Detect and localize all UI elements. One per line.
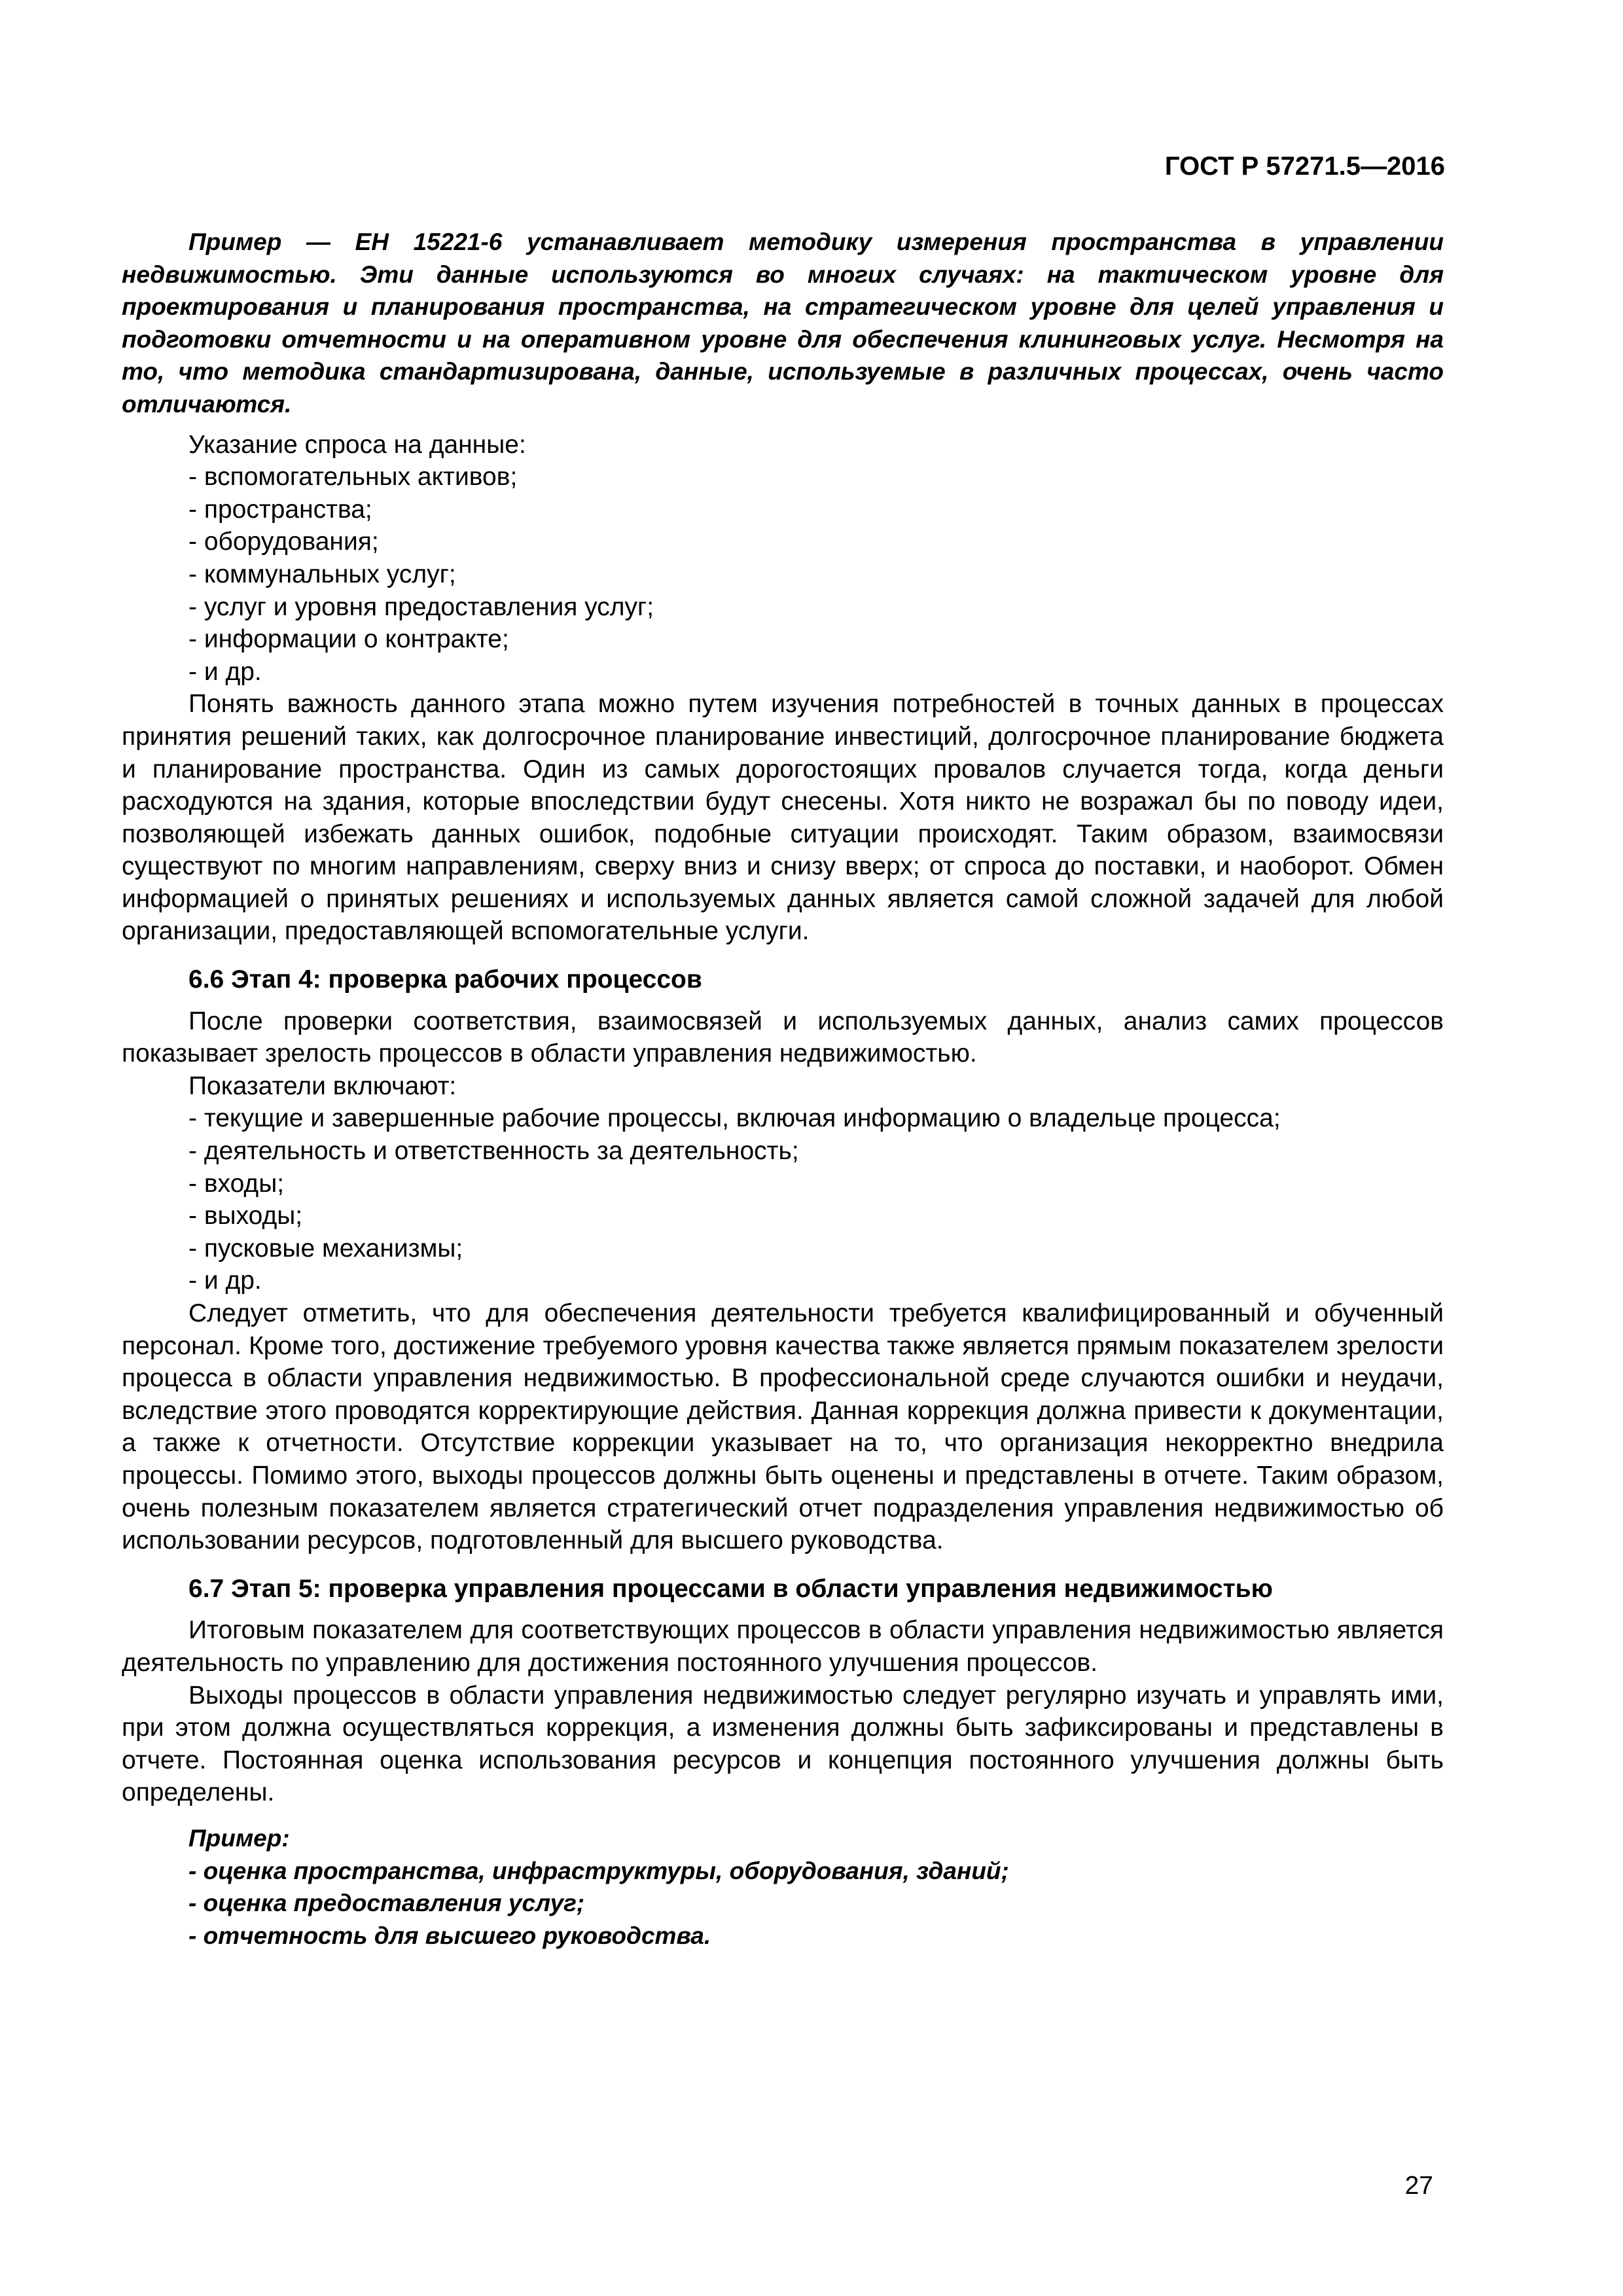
list-item: - пусковые механизмы; xyxy=(188,1234,463,1263)
list-item: - и др. xyxy=(188,657,262,686)
example-item: - отчетность для высшего руководства. xyxy=(188,1922,711,1949)
paragraph: После проверки соответствия, взаимосвязей и используемых данных, анализ самих процессов показывает зрелость процессов в области управления недвижимостью. xyxy=(122,1007,1444,1068)
section-heading-6-7: 6.7 Этап 5: проверка управления процессами в области управления недвижимостью xyxy=(188,1574,1273,1603)
paragraph: Итоговым показателем для соответствующих процессов в области управления недвижимостью является деятельность по управлению для достижения постоянного улучшения процессов. xyxy=(122,1616,1444,1677)
list-item: - коммунальных услуг; xyxy=(188,560,456,588)
paragraph: Выходы процессов в области управления недвижимостью следует регулярно изучать и управлять ими, при этом должна осуществляться коррекция, а изменения должны быть зафиксированы и представлены в отчете. Постоянная оценка использования ресурсов и концепция постоянного улучшения должны быть определены. xyxy=(122,1681,1444,1807)
example-item: - оценка предоставления услуг; xyxy=(188,1890,585,1917)
example-label: Пример: xyxy=(188,1824,290,1852)
list-item: - выходы; xyxy=(188,1202,303,1230)
example-note: Пример — ЕН 15221-6 устанавливает методику измерения пространства в управлении недвижимостью. Эти данные используются во многих случаях: на тактическом уровне для проектирования и планирования пространства, на стратегическом уровне для целей управления и подготовки отчетности и на оперативном уровне для обеспечения клининговых услуг. Несмотря на то, что методика стандартизирована, данные, используемые в различных процессах, очень часто отличаются. xyxy=(122,228,1444,418)
list-item: - деятельность и ответственность за деятельность; xyxy=(188,1137,799,1166)
section-heading-6-6: 6.6 Этап 4: проверка рабочих процессов xyxy=(188,965,702,994)
paragraph: Следует отметить, что для обеспечения деятельности требуется квалифицированный и обученный персонал. Кроме того, достижение требуемого уровня качества также является прямым показателем зрелости процесса в области управления недвижимостью. В профессиональной среде случаются ошибки и неудачи, вследствие этого проводятся корректирующие действия. Данная коррекция должна привести к документации, а также к отчетности. Отсутствие коррекции указывает на то, что организация некорректно внедрила процессы. Помимо этого, выходы процессов должны быть оценены и представлены в отчете. Таким образом, очень полезным показателем является стратегический отчет подразделения управления недвижимостью об использовании ресурсов, подготовленный для высшего руководства. xyxy=(122,1299,1444,1555)
list-item: - и др. xyxy=(188,1266,262,1295)
document-header: ГОСТ Р 57271.5—2016 xyxy=(1164,152,1445,181)
list-item: - вспомогательных активов; xyxy=(188,463,518,492)
page-content xyxy=(122,226,1444,1952)
indicators-intro: Показатели включают: xyxy=(188,1071,457,1100)
list-item: - услуг и уровня предоставления услуг; xyxy=(188,592,654,621)
list-item: - оборудования; xyxy=(188,528,379,556)
paragraph: Понять важность данного этапа можно путем изучения потребностей в точных данных в процессах принятия решений таких, как долгосрочное планирование инвестиций, долгосрочное планирование бюджета и планирование пространства. Один из самых дорогостоящих провалов случается тогда, когда деньги расходуются на здания, которые впоследствии будут снесены. Хотя никто не возражал бы по поводу идеи, позволяющей избежать данных ошибок, подобные ситуации происходят. Таким образом, взаимосвязи существуют по многим направлениям, сверху вниз и снизу вверх; от спроса до поставки, и наоборот. Обмен информацией о принятых решениях и используемых данных является самой сложной задачей для любой организации, предоставляющей вспомогательные услуги. xyxy=(122,690,1444,946)
list-item: - входы; xyxy=(188,1169,285,1198)
list-item: - пространства; xyxy=(188,495,372,524)
list-item: - текущие и завершенные рабочие процессы, включая информацию о владельце процесса; xyxy=(188,1104,1281,1133)
demand-intro: Указание спроса на данные: xyxy=(188,430,526,459)
list-item: - информации о контракте; xyxy=(188,625,509,654)
page-number: 27 xyxy=(1404,2172,1433,2200)
example-item: - оценка пространства, инфраструктуры, оборудования, зданий; xyxy=(188,1857,1009,1884)
